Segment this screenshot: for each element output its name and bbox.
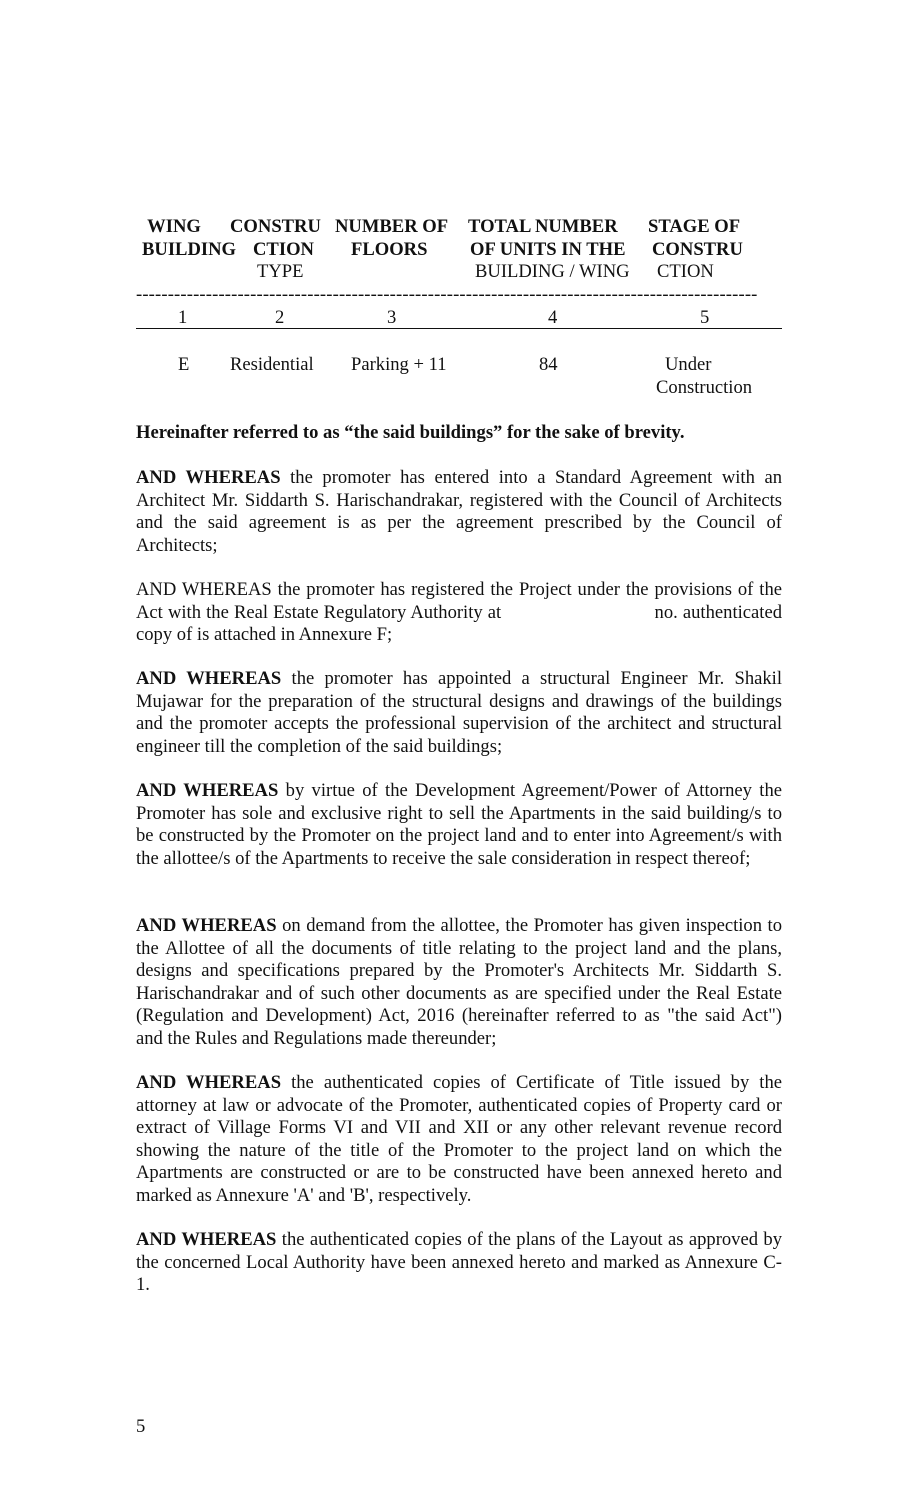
column-number: 2 xyxy=(275,307,285,328)
header-wing-line2: BUILDING xyxy=(141,239,237,260)
paragraph-text: the promoter has appointed a structural Engineer Mr. Shakil Mujawar for the preparation of the structural designs and drawings of the buildings and the promoter accepts the professional supervision of the architect and structural engineer till the completion of the said buildings; xyxy=(136,668,782,757)
cell-type: Residential xyxy=(230,354,314,375)
paragraph-text: the promoter has entered into a Standard Agreement with an Architect Mr. Siddarth S. Harischandrakar, registered with the Council of Architects and the said agreement is as per the agreement prescribed by the Council of Architects; xyxy=(136,467,783,556)
paragraph-lead: AND WHEREAS xyxy=(136,780,279,801)
header-type-line1: CONSTRU xyxy=(230,216,321,237)
header-type-line2: CTION xyxy=(253,239,314,260)
paragraph xyxy=(136,579,787,647)
paragraph xyxy=(136,467,782,557)
header-floors-line2: FLOORS xyxy=(351,239,428,260)
header-units-line3: BUILDING / WING xyxy=(475,261,630,282)
paragraph-lead: AND WHEREAS xyxy=(136,915,277,936)
cell-stage-line2: Construction xyxy=(656,377,753,398)
header-floors-line1: NUMBER OF xyxy=(335,216,449,237)
paragraph-lead: AND WHEREAS xyxy=(136,668,282,689)
cell-units: 84 xyxy=(539,354,558,375)
paragraph-text: the authenticated copies of Certificate of Title issued by the attorney at law or advocate of the Promoter, authenticated copies of Property card or extract of Village Forms VI and VII and XII or any other relevant revenue record showing the nature of the title of the Promoter to the project land on which the Apartments are constructed or are to be constructed have been annexed hereto and marked as Annexure 'A' and 'B', respectively. xyxy=(136,1072,783,1206)
paragraph xyxy=(136,668,782,758)
header-stage-line3: CTION xyxy=(657,261,714,282)
paragraph-text: the authenticated copies of the plans of the Layout as approved by the concerned Local Authority have been annexed hereto and marked as Annexure C-1. xyxy=(136,1229,783,1296)
section-heading: Hereinafter referred to as “the said buildings” for the sake of brevity. xyxy=(136,422,685,443)
paragraph xyxy=(136,1229,782,1297)
paragraph-text: on demand from the allottee, the Promoter has given inspection to the Allottee of all the documents of title relating to the project land and the plans, designs and specifications prepared by the Promoter's Architects Mr. Siddarth S. Harischandrakar and of such other documents as are specified under the Real Estate (Regulation and Development) Act, 2016 (hereinafter referred to as "the said Act") and the Rules and Regulations made thereunder; xyxy=(136,915,782,1049)
paragraph xyxy=(136,915,782,1051)
page-number: 5 xyxy=(136,1416,146,1437)
paragraph xyxy=(136,1072,782,1208)
column-number: 1 xyxy=(178,307,188,328)
paragraph-lead: AND WHEREAS xyxy=(136,1229,277,1250)
header-units-line1: TOTAL NUMBER xyxy=(468,216,618,237)
dashed-separator: -------------------------------------------------------------------------------------------------- xyxy=(136,284,758,305)
header-type-line3: TYPE xyxy=(257,261,304,282)
paragraph-lead: AND WHEREAS xyxy=(136,467,281,488)
cell-floors: Parking + 11 xyxy=(351,354,447,375)
header-units-line2: OF UNITS IN THE xyxy=(470,239,626,260)
header-wing-line1: WING xyxy=(147,216,201,237)
column-number: 5 xyxy=(700,307,710,328)
table-rule xyxy=(136,328,782,329)
column-number: 4 xyxy=(548,307,558,328)
paragraph-text: AND WHEREAS the promoter has registered the Project under the provisions of the Act with the Real Estate Regulatory Authority at no. authenticated copy of is attached in Annexure F; xyxy=(136,579,787,646)
header-stage-line2: CONSTRU xyxy=(652,239,743,260)
cell-wing: E xyxy=(178,354,190,375)
paragraph xyxy=(136,780,782,870)
cell-stage-line1: Under xyxy=(665,354,712,375)
paragraph-text: by virtue of the Development Agreement/Power of Attorney the Promoter has sole and exclusive right to sell the Apartments in the said building/s to be constructed by the Promoter on the project land and to enter into Agreement/s with the allottee/s of the Apartments to receive the sale consideration in respect thereof; xyxy=(136,780,783,869)
column-number: 3 xyxy=(387,307,397,328)
header-stage-line1: STAGE OF xyxy=(648,216,741,237)
paragraph-lead: AND WHEREAS xyxy=(136,1072,282,1093)
